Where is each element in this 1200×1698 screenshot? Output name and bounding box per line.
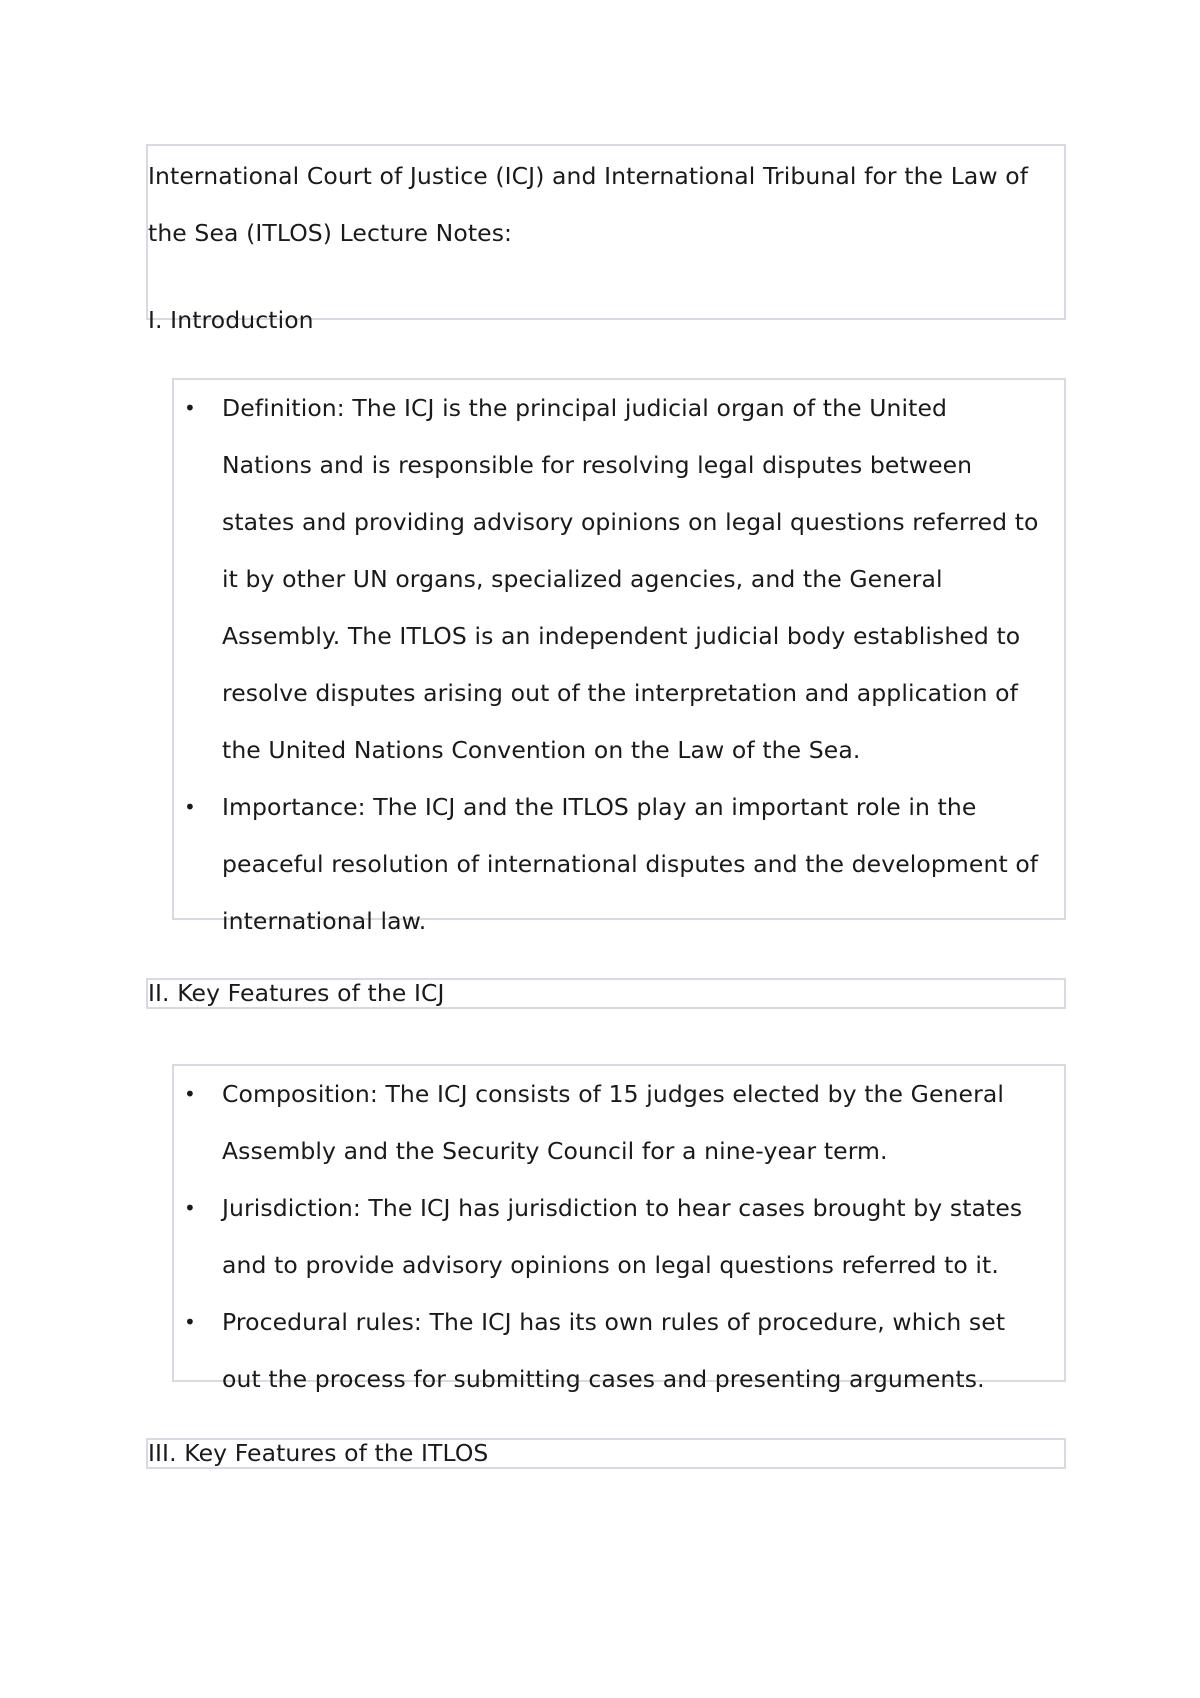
- list-item-definition: [174, 380, 1064, 779]
- list-item-line: Assembly. The ITLOS is an independent judicial body established to: [222, 622, 1021, 650]
- list-item-line: Procedural rules: The ICJ has its own rules of procedure, which set: [222, 1308, 1006, 1336]
- bullet-icon: •: [184, 1196, 196, 1220]
- list-item-line: Assembly and the Security Council for a nine-year term.: [222, 1137, 888, 1165]
- icj-features-list: [172, 1064, 1066, 1393]
- list-item-line: it by other UN organs, specialized agencies, and the General: [222, 565, 943, 593]
- list-item-procedural-rules: [174, 1294, 1064, 1408]
- list-item-line: Composition: The ICJ consists of 15 judges elected by the General: [222, 1080, 1004, 1108]
- introduction-list: [172, 378, 1066, 935]
- list-item-importance: [174, 779, 1064, 950]
- section-heading-itlos-block: [146, 1438, 1066, 1469]
- list-item-line: out the process for submitting cases and presenting arguments.: [222, 1365, 985, 1393]
- section-heading-itlos: III. Key Features of the ITLOS: [148, 1439, 489, 1467]
- list-item-line: Importance: The ICJ and the ITLOS play an important role in the: [222, 793, 977, 821]
- list-item-line: peaceful resolution of international disputes and the development of: [222, 850, 1039, 878]
- list-item-line: resolve disputes arising out of the interpretation and application of: [222, 679, 1018, 707]
- bullet-icon: •: [184, 795, 196, 819]
- list-item-line: Definition: The ICJ is the principal judicial organ of the United: [222, 394, 948, 422]
- bullet-icon: •: [184, 1310, 196, 1334]
- section-heading-introduction: I. Introduction: [148, 306, 314, 334]
- list-item-line: international law.: [222, 907, 427, 935]
- list-item-line: and to provide advisory opinions on legal questions referred to it.: [222, 1251, 999, 1279]
- list-item-composition: [174, 1066, 1064, 1180]
- list-item-line: Nations and is responsible for resolving legal disputes between: [222, 451, 973, 479]
- bullet-icon: •: [184, 1082, 196, 1106]
- list-item-jurisdiction: [174, 1180, 1064, 1294]
- list-item-line: states and providing advisory opinions on legal questions referred to: [222, 508, 1039, 536]
- section-heading-icj: II. Key Features of the ICJ: [148, 979, 445, 1007]
- list-item-line: Jurisdiction: The ICJ has jurisdiction to hear cases brought by states: [222, 1194, 1023, 1222]
- document-title-line-2: the Sea (ITLOS) Lecture Notes:: [148, 219, 513, 247]
- document-title-line-1: International Court of Justice (ICJ) and International Tribunal for the Law of: [148, 162, 1029, 190]
- title-block: [146, 144, 1066, 334]
- section-heading-icj-block: [146, 978, 1066, 1009]
- bullet-icon: •: [184, 396, 196, 420]
- list-item-line: the United Nations Convention on the Law of the Sea.: [222, 736, 861, 764]
